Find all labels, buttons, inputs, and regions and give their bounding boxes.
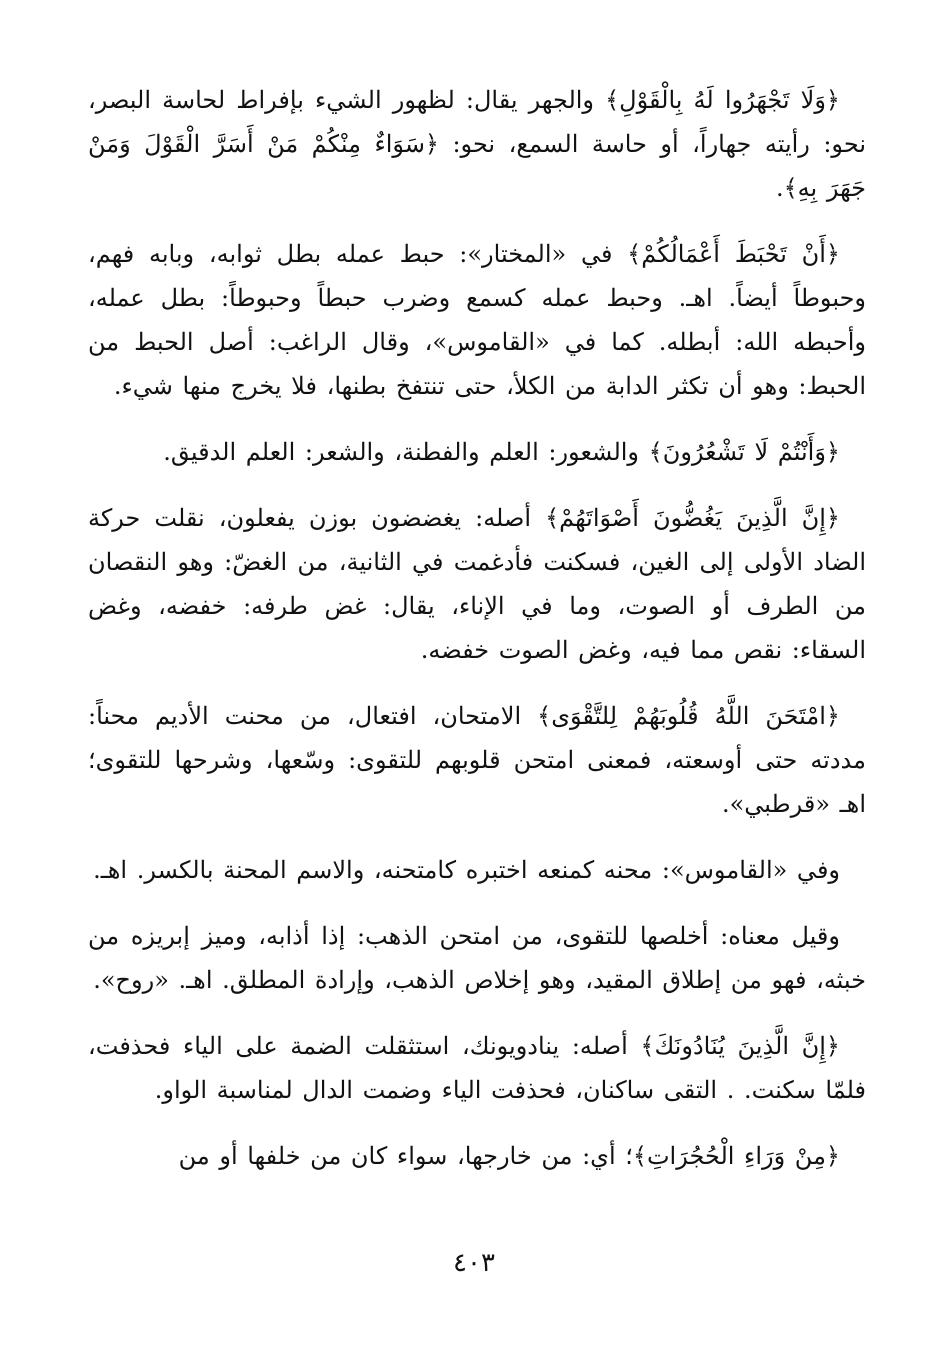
paragraph-5: ﴿امْتَحَنَ اللَّهُ قُلُوبَهُمْ لِلتَّقْوَى﴾ الامتحان، افتعال، من محنت الأديم محناً: مددته حتى أوسعته، فمعنى امتحن قلوبهم للتقوى: وسّعها، وشرحها للتقوى؛ اهـ «قرطبي». xyxy=(88,702,866,818)
paragraph-6: وفي «القاموس»: محنه كمنعه اختبره كامتحنه، والاسم المحنة بالكسر. اهـ. xyxy=(93,856,840,884)
page-number: ٤٠٣ xyxy=(453,1248,495,1278)
paragraph-8: ﴿إِنَّ الَّذِينَ يُنَادُونَكَ﴾ أصله: ينادويونك، استثقلت الضمة على الياء فحذفت، فلمّا سكنت. . التقى ساكنان، فحذفت الياء وضمت الدال لمناسبة الواو. xyxy=(88,1032,866,1104)
paragraph-2: ﴿أَنْ تَحْبَطَ أَعْمَالُكُمْ﴾ في «المختار»: حبط عمله بطل ثوابه، وبابه فهم، وحبوطاً أيضاً. اهـ. وحبط عمله كسمع وضرب حبطاً وحبوطاً: بطل عمله، وأحبطه الله: أبطله. كما في «القاموس»، وقال الراغب: أصل الحبط من الحبط: وهو أن تكثر الدابة من الكلأ، حتى تنتفخ بطنها، فلا يخرج منها شيء. xyxy=(88,240,866,400)
paragraph-7: وقيل معناه: أخلصها للتقوى، من امتحن الذهب: إذا أذابه، وميز إبريزه من خبثه، فهو من إطلاق المقيد، وهو إخلاص الذهب، وإرادة المطلق. اهـ. «روح». xyxy=(88,922,866,994)
paragraph-9: ﴿مِنْ وَرَاءِ الْحُجُرَاتِ﴾؛ أي: من خارجها، سواء كان من خلفها أو من xyxy=(178,1142,840,1170)
paragraph-4: ﴿إِنَّ الَّذِينَ يَغُضُّونَ أَصْوَاتَهُمْ﴾ أصله: يغضضون بوزن يفعلون، نقلت حركة الضاد الأولى إلى الغين، فسكنت فأدغمت في الثانية، من الغضّ: وهو النقصان من الطرف أو الصوت، وما في الإناء، يقال: غض طرفه: خفضه، وغض السقاء: نقص مما فيه، وغض الصوت خفضه. xyxy=(88,504,866,664)
paragraph-3: ﴿وَأَنْتُمْ لَا تَشْعُرُونَ﴾ والشعور: العلم والفطنة، والشعر: العلم الدقيق. xyxy=(163,438,840,466)
paragraph-1: ﴿وَلَا تَجْهَرُوا لَهُ بِالْقَوْلِ﴾ والجهر يقال: لظهور الشيء بإفراط لحاسة البصر، نحو: رأيته جهاراً، أو حاسة السمع، نحو: ﴿سَوَاءٌ مِنْكُمْ مَنْ أَسَرَّ الْقَوْلَ وَمَنْ جَهَرَ بِهِ﴾. xyxy=(88,86,866,202)
page-body xyxy=(88,78,866,1200)
